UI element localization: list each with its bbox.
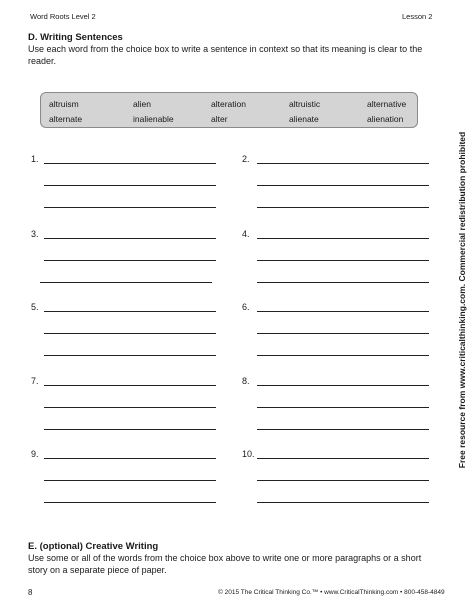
writing-line[interactable] (44, 407, 216, 408)
writing-line[interactable] (257, 355, 429, 356)
writing-line[interactable] (44, 207, 216, 208)
item-number: 6. (242, 302, 250, 312)
header-lesson: Lesson 2 (402, 12, 433, 21)
choice-word: altruistic (289, 99, 321, 109)
writing-line[interactable] (257, 163, 429, 164)
section-d-title: D. Writing Sentences (28, 32, 123, 43)
writing-line[interactable] (257, 458, 429, 459)
writing-line[interactable] (44, 480, 216, 481)
writing-line[interactable] (44, 355, 216, 356)
writing-line[interactable] (44, 238, 216, 239)
item-number: 4. (242, 229, 250, 239)
writing-line[interactable] (44, 502, 216, 503)
writing-line[interactable] (257, 385, 429, 386)
writing-line[interactable] (40, 282, 212, 283)
choice-word: alteration (211, 99, 246, 109)
section-d-instructions: Use each word from the choice box to write a sentence in context so that its meaning is clear to the reader. (28, 44, 423, 66)
writing-line[interactable] (257, 311, 429, 312)
writing-line[interactable] (44, 333, 216, 334)
item-number: 9. (31, 449, 39, 459)
choice-word: alien (133, 99, 151, 109)
writing-line[interactable] (44, 185, 216, 186)
side-note: Free resource from www.criticalthinking.com. Commercial redistribution prohibited (457, 131, 467, 469)
writing-line[interactable] (257, 502, 429, 503)
writing-line[interactable] (257, 407, 429, 408)
item-number: 8. (242, 376, 250, 386)
choice-word: alter (211, 114, 228, 124)
page-number: 8 (28, 588, 33, 597)
writing-line[interactable] (257, 333, 429, 334)
item-number: 5. (31, 302, 39, 312)
writing-line[interactable] (44, 458, 216, 459)
choice-box (40, 92, 418, 128)
writing-line[interactable] (257, 185, 429, 186)
writing-line[interactable] (257, 429, 429, 430)
footer-copyright: © 2015 The Critical Thinking Co.™ • www.CriticalThinking.com • 800-458-4849 (218, 589, 445, 596)
choice-word: altruism (49, 99, 79, 109)
choice-word: alienate (289, 114, 319, 124)
writing-line[interactable] (257, 480, 429, 481)
writing-line[interactable] (44, 429, 216, 430)
choice-word: alternate (49, 114, 83, 124)
item-number: 7. (31, 376, 39, 386)
writing-line[interactable] (257, 260, 429, 261)
writing-line[interactable] (257, 282, 429, 283)
writing-line[interactable] (257, 238, 429, 239)
choice-word: alienation (367, 114, 404, 124)
choice-word: alternative (367, 99, 407, 109)
writing-line[interactable] (44, 163, 216, 164)
writing-line[interactable] (257, 207, 429, 208)
section-e-title: E. (optional) Creative Writing (28, 541, 159, 552)
header-title: Word Roots Level 2 (30, 12, 96, 21)
item-number: 2. (242, 154, 250, 164)
choice-word: inalienable (133, 114, 174, 124)
item-number: 3. (31, 229, 39, 239)
item-number: 1. (31, 154, 39, 164)
item-number: 10. (242, 449, 255, 459)
writing-line[interactable] (44, 311, 216, 312)
writing-line[interactable] (44, 260, 216, 261)
section-e-instructions: Use some or all of the words from the choice box above to write one or more paragraphs or a short story on a separate piece of paper. (28, 553, 422, 575)
writing-line[interactable] (44, 385, 216, 386)
